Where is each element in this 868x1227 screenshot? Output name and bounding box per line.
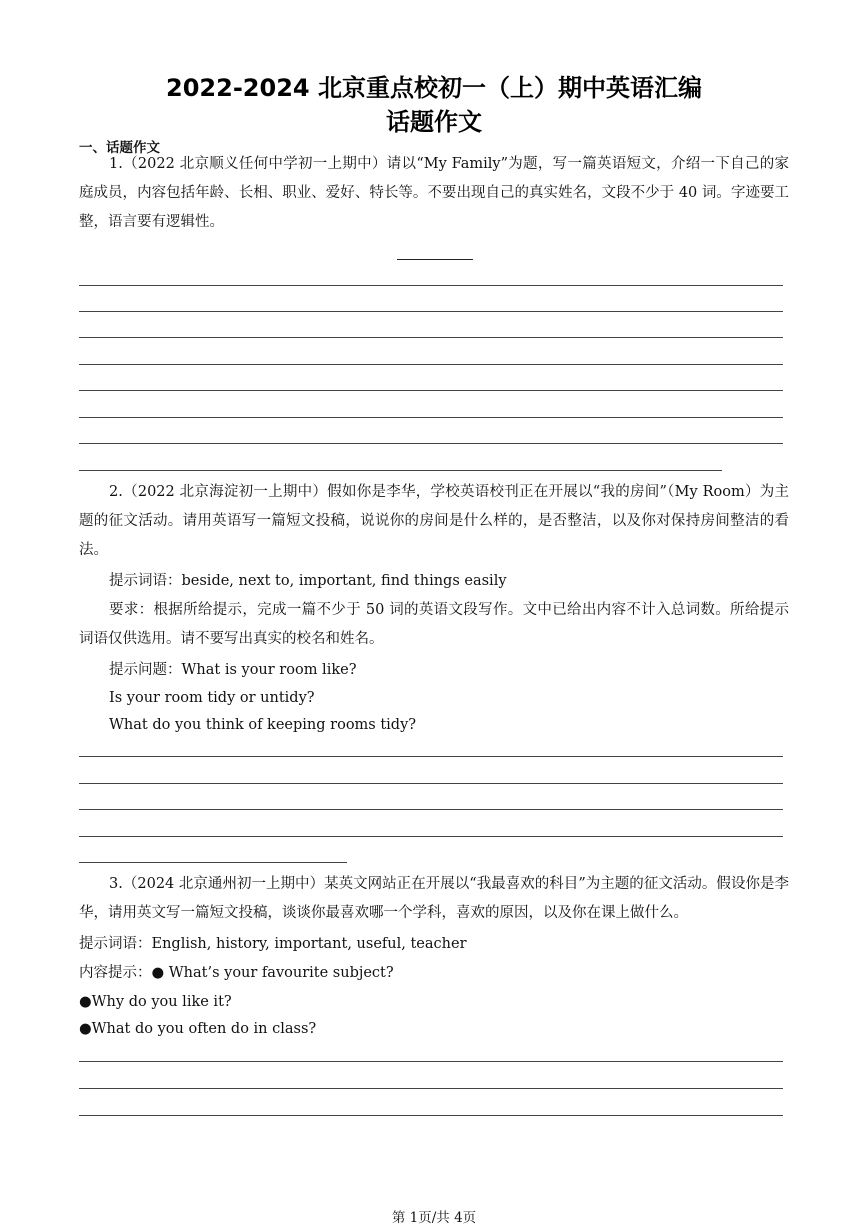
- answer-line: [79, 783, 783, 784]
- answer-line: [79, 337, 783, 338]
- question-2-words: 提示词语：beside, next to, important, find things easily: [109, 573, 507, 589]
- answer-line: [79, 1061, 783, 1062]
- answer-line: [79, 390, 783, 391]
- document-title: 2022-2024 北京重点校初一（上）期中英语汇编: [166, 74, 702, 102]
- answer-line: [79, 809, 783, 810]
- answer-line: [79, 470, 722, 471]
- question-3-content-2: ●Why do you like it?: [79, 994, 232, 1010]
- question-3-words: 提示词语：English, history, important, useful, teacher: [79, 936, 467, 952]
- answer-line: [79, 417, 783, 418]
- question-2-prompt-1: 提示问题：What is your room like?: [109, 662, 357, 678]
- answer-line: [79, 364, 783, 365]
- question-2-prompt-2: Is your room tidy or untidy?: [109, 690, 315, 706]
- section-heading: 一、话题作文: [79, 140, 160, 156]
- answer-line: [79, 862, 347, 863]
- answer-line: [79, 836, 783, 837]
- question-3-content-3: ●What do you often do in class?: [79, 1021, 317, 1037]
- question-2-text: 2.（2022 北京海淀初一上期中）假如你是李华，学校英语校刊正在开展以“我的房间”（My Room）为主题的征文活动。请用英语写一篇短文投稿，说说你的房间是什么样的，是否整洁，以及你对保持房间整洁的看法。: [79, 484, 789, 558]
- question-3-content-1: 内容提示：● What’s your favourite subject?: [79, 965, 394, 981]
- question-2-prompt-3: What do you think of keeping rooms tidy?: [109, 717, 417, 733]
- answer-line: [79, 285, 783, 286]
- title-blank-line: [397, 259, 473, 260]
- document-subtitle: 话题作文: [386, 108, 482, 136]
- page-number: 第 1页/共 4页: [391, 1210, 477, 1226]
- question-2-requirement: 要求：根据所给提示，完成一篇不少于 50 词的英语文段写作。文中已给出内容不计入总词数。所给提示词语仅供选用。请不要写出真实的校名和姓名。: [79, 602, 789, 647]
- answer-line: [79, 1088, 783, 1089]
- answer-line: [79, 311, 783, 312]
- answer-line: [79, 443, 783, 444]
- answer-line: [79, 1115, 783, 1116]
- answer-line: [79, 756, 783, 757]
- question-1-text: 1.（2022 北京顺义任何中学初一上期中）请以“My Family”为题，写一篇英语短文，介绍一下自己的家庭成员，内容包括年龄、长相、职业、爱好、特长等。不要出现自己的真实姓名，文段不少于 40 词。字迹要工整，语言要有逻辑性。: [79, 156, 789, 230]
- question-3-text: 3.（2024 北京通州初一上期中）某英文网站正在开展以“我最喜欢的科目”为主题的征文活动。假设你是李华，请用英文写一篇短文投稿，谈谈你最喜欢哪一个学科，喜欢的原因，以及你在课上做什么。: [79, 876, 789, 921]
